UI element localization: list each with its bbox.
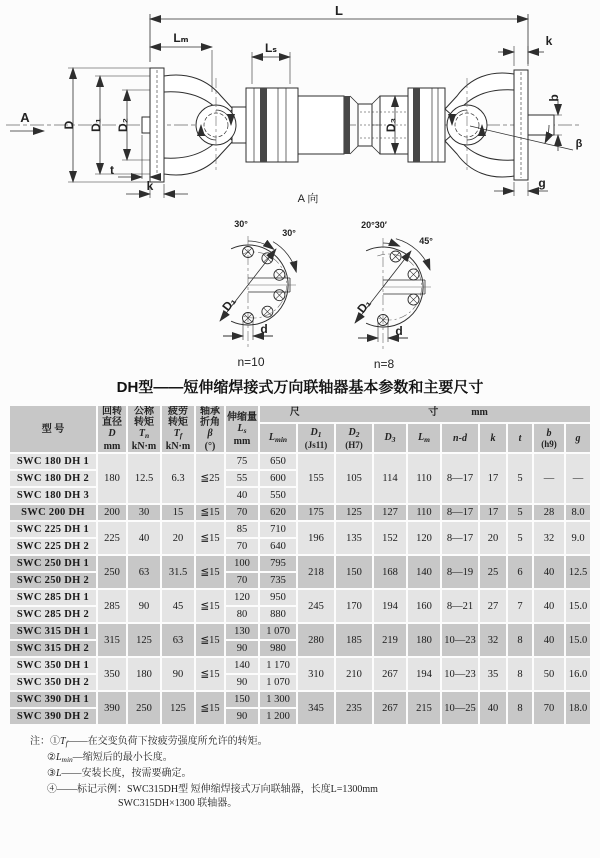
data-cell: 650 [260,454,296,469]
view-arrow-label: A [20,110,30,125]
data-cell: 9.0 [566,522,590,554]
dim-label-L: L [335,3,343,18]
data-cell: 880 [260,607,296,622]
data-cell: 250 [98,556,126,588]
data-cell: 150 [336,556,372,588]
data-cell: 200 [98,505,126,520]
data-cell: ≦15 [196,556,224,588]
model-cell: SWC 250 DH 2 [10,573,96,588]
data-cell: 17 [480,454,506,503]
data-cell: 6.3 [162,454,194,503]
dim-label-b: b [547,94,561,102]
data-cell: 114 [374,454,406,503]
data-cell: 5 [508,505,532,520]
col-header-tn: 公称 转矩 $T_n$ kN·m [128,406,160,452]
table-row [10,692,590,707]
dim-label-k-bottom: k [146,179,154,193]
data-cell: 640 [260,539,296,554]
data-cell: 155 [298,454,334,503]
data-cell: 152 [374,522,406,554]
data-cell: 32 [534,522,564,554]
data-cell: 8.0 [566,505,590,520]
table-row [10,624,590,639]
data-cell: 8 [508,624,532,656]
dim-label-beta: β [575,138,583,150]
data-cell: 950 [260,590,296,605]
data-cell: 25 [480,556,506,588]
data-cell: 127 [374,505,406,520]
data-cell: 32 [480,624,506,656]
data-cell: 315 [98,624,126,656]
data-cell: 8—21 [442,590,478,622]
col-header-lm: $L_m$ [408,424,440,452]
dim-label-D1: D₁ [89,118,103,132]
data-cell: 345 [298,692,334,724]
model-cell: SWC 180 DH 3 [10,488,96,503]
data-cell: 120 [226,590,258,605]
spec-table [8,404,592,726]
model-cell: SWC 250 DH 1 [10,556,96,571]
data-cell: 40 [534,590,564,622]
col-header-model: 型 号 [10,406,96,452]
data-cell: 8—17 [442,522,478,554]
model-cell: SWC 180 DH 2 [10,471,96,486]
dim-label-t: t [110,163,114,177]
data-cell: 90 [226,641,258,656]
data-cell: 40 [226,488,258,503]
data-cell: 55 [226,471,258,486]
hole-d-label-right: d [395,324,403,338]
data-cell: 35 [480,658,506,690]
data-cell: 28 [534,505,564,520]
note-line: $②L_{min}—$缩短后的最小长度。 [47,752,173,764]
data-cell: 15.0 [566,590,590,622]
data-cell: 218 [298,556,334,588]
data-cell: 8 [508,692,532,724]
data-cell: 90 [226,675,258,690]
col-header-g: g [566,424,590,452]
angle-label-30-1: 30° [234,219,248,229]
table-row [10,556,590,571]
angle-label-45: 45° [419,236,433,246]
data-cell: 63 [128,556,160,588]
dim-label-Ls: Lₛ [265,41,277,55]
data-cell: 130 [226,624,258,639]
data-cell: 390 [98,692,126,724]
data-cell: 70 [226,539,258,554]
data-cell: 40 [128,522,160,554]
data-cell: 350 [98,658,126,690]
data-cell: 7 [508,590,532,622]
bolt-circle-d1-label-right: D₁ [354,296,374,316]
data-cell: 170 [336,590,372,622]
data-cell: 105 [336,454,372,503]
col-header-d3: $D_3$ [374,424,406,452]
data-cell: 8 [508,658,532,690]
model-cell: SWC 350 DH 1 [10,658,96,673]
page-title: DH型——短伸缩焊接式万向联轴器基本参数和主要尺寸 [116,379,484,396]
data-cell: 8—17 [442,505,478,520]
data-cell: 235 [336,692,372,724]
data-cell: 70 [534,692,564,724]
data-cell: 75 [226,454,258,469]
data-cell: 280 [298,624,334,656]
note-line: 注：$①T_f——$在交变负荷下按疲劳强度所允许的转矩。 [30,736,268,748]
data-cell: 267 [374,658,406,690]
data-cell: 17 [480,505,506,520]
data-cell: 150 [226,692,258,707]
angle-label-2030: 20°30′ [361,220,387,230]
data-cell: ≦15 [196,624,224,656]
size-group-header: 尺 寸 mm [260,406,590,422]
data-cell: 15 [162,505,194,520]
model-cell: SWC 180 DH 1 [10,454,96,469]
data-cell: 12.5 [128,454,160,503]
table-row [10,522,590,537]
data-cell: 40 [480,692,506,724]
data-cell: 40 [534,624,564,656]
data-cell: 219 [374,624,406,656]
data-cell: 90 [226,709,258,724]
data-cell: 20 [480,522,506,554]
data-cell: 140 [226,658,258,673]
data-cell: 5 [508,454,532,503]
bolt-circle-view-n10 [220,236,296,347]
model-cell: SWC 315 DH 1 [10,624,96,639]
data-cell: 285 [98,590,126,622]
data-cell: — [566,454,590,503]
data-cell: 45 [162,590,194,622]
hole-d-label-left: d [260,322,268,336]
model-cell: SWC 225 DH 2 [10,539,96,554]
data-cell: 310 [298,658,334,690]
col-header-nd: n-d [442,424,478,452]
data-cell: 110 [408,454,440,503]
data-cell: 250 [128,692,160,724]
note-line: ③L——安装长度，按需要确定。 [47,768,192,779]
data-cell: 30 [128,505,160,520]
note-line: ④——标记示例：SWC315DH型 短伸缩焊接式万向联轴器，长度L=1300mm [47,784,378,795]
data-cell: 710 [260,522,296,537]
data-cell: 735 [260,573,296,588]
data-cell: 194 [408,658,440,690]
model-cell: SWC 285 DH 1 [10,590,96,605]
data-cell: 5 [508,522,532,554]
data-cell: 135 [336,522,372,554]
table-row [10,454,590,469]
data-cell: 168 [374,556,406,588]
data-cell: 50 [534,658,564,690]
data-cell: 8—17 [442,454,478,503]
bolt-circle-view-n8 [355,238,431,349]
view-a-label: A 向 [297,193,319,205]
data-cell: 10—23 [442,658,478,690]
data-cell: 215 [408,692,440,724]
data-cell: 600 [260,471,296,486]
model-cell: SWC 200 DH [10,505,96,520]
note-line: SWC315DH×1300 联轴器。 [118,798,238,809]
data-cell: 210 [336,658,372,690]
data-cell: 140 [408,556,440,588]
data-cell: 125 [128,624,160,656]
data-cell: 40 [534,556,564,588]
spec-table-body [10,454,590,724]
data-cell: 620 [260,505,296,520]
data-cell: 31.5 [162,556,194,588]
data-cell: 120 [408,522,440,554]
data-cell: 16.0 [566,658,590,690]
technical-drawing [0,0,600,376]
dim-label-k-top: k [545,34,553,48]
data-cell: 980 [260,641,296,656]
model-cell: SWC 225 DH 1 [10,522,96,537]
data-cell: — [534,454,564,503]
dim-label-D2: D₂ [116,118,130,132]
dim-label-g: g [538,176,546,190]
hole-count-right: n=8 [373,357,395,371]
data-cell: 63 [162,624,194,656]
data-cell: 27 [480,590,506,622]
data-cell: 180 [408,624,440,656]
data-cell: ≦15 [196,522,224,554]
data-cell: 8—19 [442,556,478,588]
dim-label-Lm: Lₘ [173,31,189,45]
data-cell: 90 [162,658,194,690]
model-cell: SWC 285 DH 2 [10,607,96,622]
table-row [10,505,590,520]
col-header-tf: 疲劳 转矩 $T_f$ kN·m [162,406,194,452]
hole-count-left: n=10 [237,355,265,369]
data-cell: 196 [298,522,334,554]
data-cell: 12.5 [566,556,590,588]
data-cell: 185 [336,624,372,656]
dim-label-D3: D₃ [384,117,398,133]
data-cell: 70 [226,505,258,520]
data-cell: 85 [226,522,258,537]
dim-label-D: D [62,120,76,130]
col-header-d2: $D_2$ (H7) [336,424,372,452]
data-cell: ≦15 [196,658,224,690]
table-row [10,658,590,673]
model-cell: SWC 315 DH 2 [10,641,96,656]
data-cell: ≦15 [196,590,224,622]
data-cell: 550 [260,488,296,503]
model-cell: SWC 350 DH 2 [10,675,96,690]
data-cell: 194 [374,590,406,622]
data-cell: 175 [298,505,334,520]
col-header-d: 回转 直径 D mm [98,406,126,452]
col-header-b: b (h9) [534,424,564,452]
data-cell: 80 [226,607,258,622]
data-cell: 90 [128,590,160,622]
data-cell: 70 [226,573,258,588]
data-cell: 20 [162,522,194,554]
data-cell: 245 [298,590,334,622]
col-header-t: t [508,424,532,452]
data-cell: ≦25 [196,454,224,503]
col-header-ls: 伸缩量 $L_s$ mm [226,406,258,452]
model-cell: SWC 390 DH 2 [10,709,96,724]
data-cell: 267 [374,692,406,724]
data-cell: 795 [260,556,296,571]
data-cell: 1 070 [260,675,296,690]
data-cell: 180 [98,454,126,503]
col-header-d1: $D_1$ (Js11) [298,424,334,452]
data-cell: 18.0 [566,692,590,724]
data-cell: 15.0 [566,624,590,656]
table-row [10,590,590,605]
data-cell: 1 300 [260,692,296,707]
model-cell: SWC 390 DH 1 [10,692,96,707]
col-header-beta: 轴承 折角 β (°) [196,406,224,452]
data-cell: 1 170 [260,658,296,673]
data-cell: 1 200 [260,709,296,724]
data-cell: 10—25 [442,692,478,724]
data-cell: 225 [98,522,126,554]
angle-label-30-2: 30° [282,228,296,238]
bolt-circle-d1-label-left: D₁ [219,294,239,314]
data-cell: 100 [226,556,258,571]
data-cell: 6 [508,556,532,588]
data-cell: 125 [336,505,372,520]
col-header-k: k [480,424,506,452]
notes-area [30,735,600,811]
data-cell: 10—23 [442,624,478,656]
data-cell: 110 [408,505,440,520]
data-cell: 160 [408,590,440,622]
data-cell: ≦15 [196,505,224,520]
data-cell: 125 [162,692,194,724]
col-header-lmin: $L_{min}$ [260,424,296,452]
data-cell: 180 [128,658,160,690]
data-cell: 1 070 [260,624,296,639]
data-cell: ≦15 [196,692,224,724]
